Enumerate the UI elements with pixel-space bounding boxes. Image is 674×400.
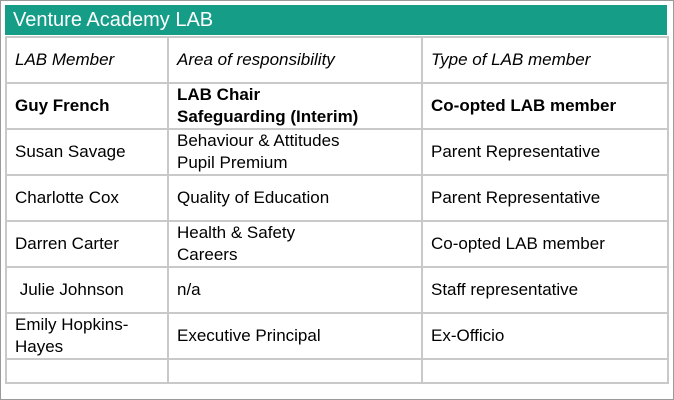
type-cell: [422, 359, 668, 383]
area-line: Quality of Education: [177, 188, 330, 207]
member-cell: [6, 313, 168, 359]
table-row: [6, 267, 668, 313]
table-row: [6, 313, 668, 359]
header-area-of-responsibility: Area of responsibility: [168, 37, 422, 83]
type-cell: [422, 129, 668, 175]
area-line: Behaviour & Attitudes: [177, 131, 340, 150]
header-type-of-lab-member: Type of LAB member: [422, 37, 668, 83]
table-row-empty: [6, 359, 668, 383]
member-name: Susan Savage: [15, 142, 126, 161]
header-lab-member: LAB Member: [6, 37, 168, 83]
member-name: Julie Johnson: [15, 280, 124, 299]
header-row: [6, 37, 668, 83]
area-cell: [168, 267, 422, 313]
area-line: Careers: [177, 245, 238, 264]
area-cell: [168, 83, 422, 129]
member-type: Parent Representative: [431, 142, 601, 161]
member-name: Charlotte Cox: [15, 188, 119, 207]
member-cell: [6, 83, 168, 129]
area-cell: [168, 221, 422, 267]
member-type: Ex-Officio: [431, 326, 505, 345]
type-cell: [422, 267, 668, 313]
table-title: Venture Academy LAB: [5, 5, 667, 35]
member-cell: [6, 129, 168, 175]
table-row: [6, 129, 668, 175]
type-cell: [422, 83, 668, 129]
member-name: Emily Hopkins-: [15, 315, 129, 334]
lab-members-table: [5, 36, 669, 384]
area-cell: [168, 129, 422, 175]
area-line: Pupil Premium: [177, 153, 288, 172]
member-type: Staff representative: [431, 280, 579, 299]
area-cell: [168, 313, 422, 359]
member-type: Co-opted LAB member: [431, 234, 605, 253]
member-cell: [6, 221, 168, 267]
area-line: Health & Safety: [177, 223, 296, 242]
area-line: n/a: [177, 280, 201, 299]
member-name: Guy French: [15, 96, 110, 115]
area-cell: [168, 175, 422, 221]
member-name: Hayes: [15, 337, 64, 356]
type-cell: [422, 175, 668, 221]
area-line: Safeguarding (Interim): [177, 107, 359, 126]
area-line: Executive Principal: [177, 326, 321, 345]
member-name: Darren Carter: [15, 234, 119, 253]
table-row: [6, 221, 668, 267]
member-type: Parent Representative: [431, 188, 601, 207]
member-cell: [6, 175, 168, 221]
member-cell: [6, 359, 168, 383]
type-cell: [422, 313, 668, 359]
type-cell: [422, 221, 668, 267]
member-type: Co-opted LAB member: [431, 96, 617, 115]
area-line: LAB Chair: [177, 85, 261, 104]
table-row: [6, 175, 668, 221]
area-cell: [168, 359, 422, 383]
member-cell: [6, 267, 168, 313]
table-row: [6, 83, 668, 129]
